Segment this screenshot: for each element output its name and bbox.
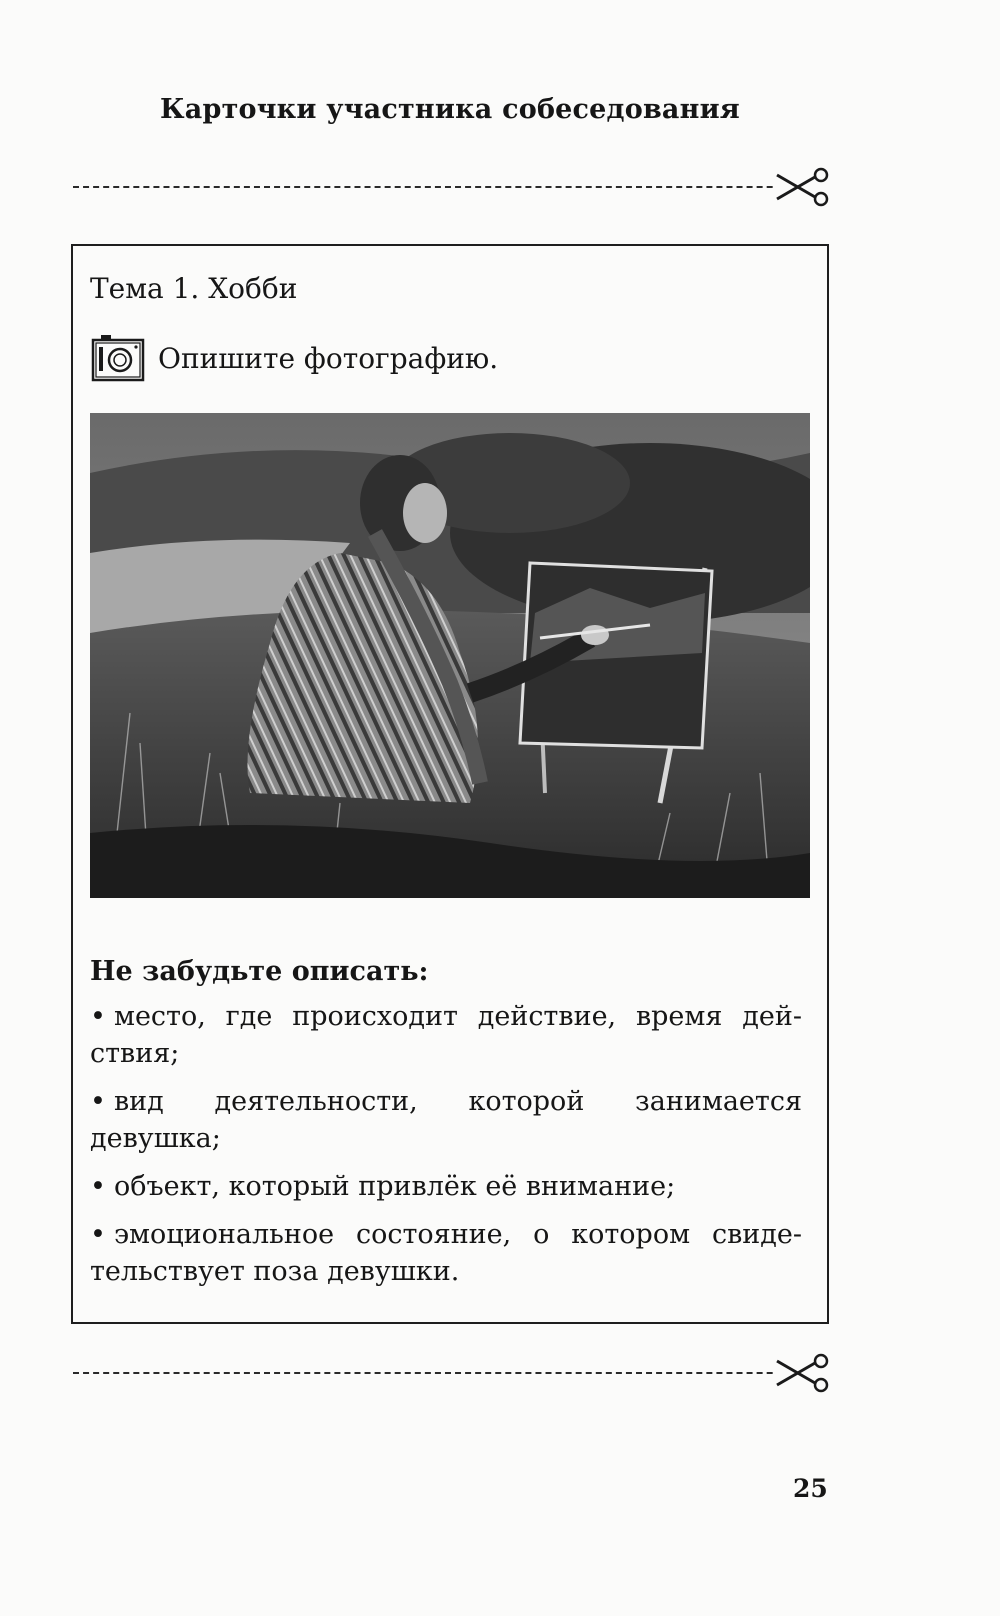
list-item — [90, 1216, 802, 1290]
dashed-divider — [73, 1372, 833, 1374]
scissors-icon — [773, 166, 833, 208]
bullet-dot: • — [90, 1001, 106, 1032]
bullet-dot: • — [90, 1219, 106, 1250]
photo-girl-painting — [90, 413, 810, 898]
scissors-icon — [773, 1352, 833, 1394]
list-item — [90, 1168, 802, 1205]
list-item-text: место, где происходит действие, время дей-ствия; — [90, 1001, 802, 1069]
camera-icon — [90, 332, 146, 384]
page-number: 25 — [793, 1474, 828, 1503]
remember-heading: Не забудьте описать: — [90, 956, 429, 987]
bullet-dot: • — [90, 1086, 106, 1117]
cut-line-top — [73, 166, 833, 208]
bullet-list — [90, 998, 802, 1301]
list-item — [90, 1083, 802, 1157]
bullet-dot: • — [90, 1171, 106, 1202]
instruction-row — [90, 332, 498, 384]
cut-line-bottom — [73, 1352, 833, 1394]
list-item — [90, 998, 802, 1072]
list-item-text: вид деятельности, которой занимается девушка; — [90, 1086, 802, 1154]
page-title: Карточки участника собеседования — [160, 94, 740, 125]
list-item-text: объект, который привлёк её внимание; — [113, 1171, 676, 1202]
list-item-text: эмоциональное состояние, о котором свиде-тельствует поза девушки. — [90, 1219, 802, 1287]
topic-title: Тема 1. Хобби — [90, 272, 298, 305]
instruction-text: Опишите фотографию. — [158, 341, 499, 375]
task-card — [71, 244, 829, 1324]
dashed-divider — [73, 186, 833, 188]
